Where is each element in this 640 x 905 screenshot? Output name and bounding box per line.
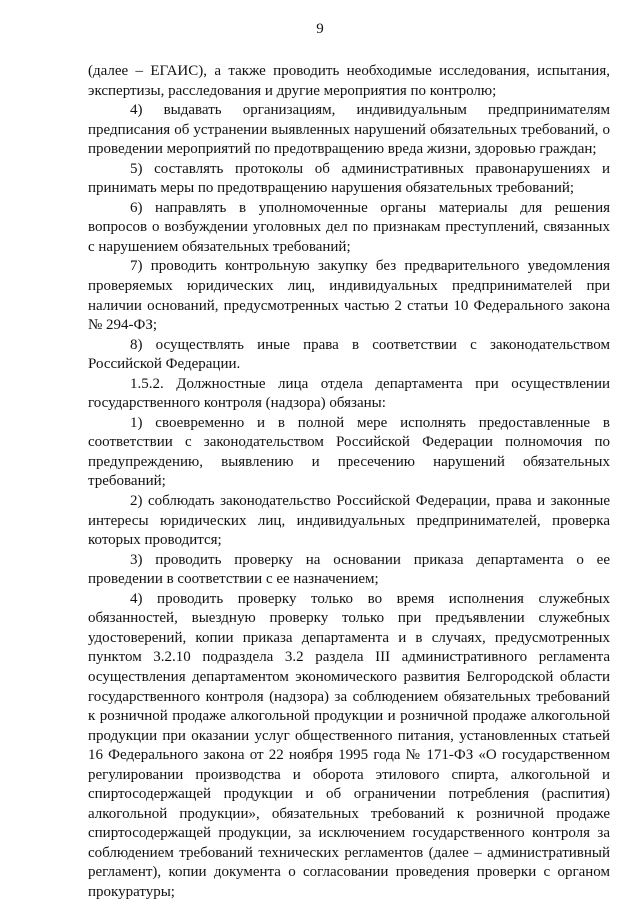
- document-body: [88, 62, 610, 903]
- paragraph-item-7-control-purchase: 7) проводить контрольную закупку без предварительного уведомления проверяемых юридических лиц, индивидуальных предпринимателей при наличии оснований, предусмотренных частью 2 статьи 10 Федерального закона № 294-ФЗ;: [88, 258, 610, 334]
- paragraph-duty-3: 3) проводить проверку на основании приказа департамента о ее проведении в соответствии с ее назначением;: [88, 551, 610, 588]
- paragraph-item-4-orders: 4) выдавать организациям, индивидуальным предпринимателям предписания об устранении выявленных нарушений обязательных требований, о проведении мероприятий по предотвращению вреда жизни, здоровью граждан;: [88, 102, 610, 158]
- paragraph-section-1-5-2: 1.5.2. Должностные лица отдела департамента при осуществлении государственного контроля (надзора) обязаны:: [88, 375, 610, 412]
- paragraph-item-6-materials: 6) направлять в уполномоченные органы материалы для решения вопросов о возбуждении уголовных дел по признакам преступлений, связанных с нарушением обязательных требований;: [88, 199, 610, 255]
- paragraph-item-8-other-rights: 8) осуществлять иные права в соответствии с законодательством Российской Федерации.: [88, 336, 610, 373]
- paragraph-duty-4: 4) проводить проверку только во время исполнения служебных обязанностей, выездную проверку только при предъявлении служебных удостоверений, копии приказа департамента и в случаях, предусмотренных пунктом 3.2.10 подраздела 3.2 раздела III административного регламента осуществления департаментом экономического развития Белгородской области государственного контроля (надзора) за соблюдением обязательных требований к розничной продаже алкогольной продукции и розничной продаже алкогольной продукции при оказании услуг общественного питания, установленных статьей 16 Федерального закона от 22 ноября 1995 года № 171-ФЗ «О государственном регулировании производства и оборота этилового спирта, алкогольной и спиртосодержащей продукции и об ограничении потребления (распития) алкогольной продукции», обязательных требований к розничной продаже спиртосодержащей продукции, за исключением государственного контроля за соблюдением требований технических регламентов (далее – административный регламент), копии документа о согласовании проведения проверки с органом прокуратуры;: [88, 590, 610, 900]
- paragraph-egais-continuation: (далее – ЕГАИС), а также проводить необходимые исследования, испытания, экспертизы, расследования и другие мероприятия по контролю;: [88, 63, 610, 99]
- paragraph-duty-1: 1) своевременно и в полной мере исполнять предоставленные в соответствии с законодательством Российской Федерации полномочия по предупреждению, выявлению и пресечению нарушений обязательных требований;: [88, 414, 610, 490]
- paragraph-duty-2: 2) соблюдать законодательство Российской Федерации, права и законные интересы юридических лиц, индивидуальных предпринимателей, проверка которых проводится;: [88, 493, 610, 549]
- page-number: 9: [316, 21, 324, 37]
- paragraph-item-5-protocols: 5) составлять протоколы об административных правонарушениях и принимать меры по предотвращению нарушения обязательных требований;: [88, 160, 610, 197]
